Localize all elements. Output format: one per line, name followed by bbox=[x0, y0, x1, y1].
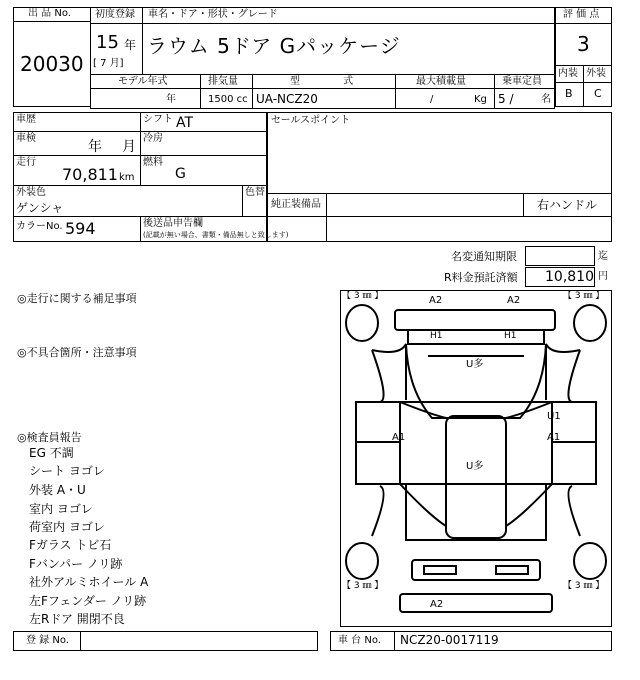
defects-label: ◎不具合箇所・注意事項 bbox=[17, 346, 137, 359]
capacity-unit: 名 bbox=[541, 94, 551, 105]
steering-value: 右ハンドル bbox=[537, 198, 598, 212]
max-load-slash: / bbox=[430, 94, 434, 105]
remark-item: 荷室内 ヨゴレ bbox=[29, 520, 105, 534]
remark-item: Fバンパー ノリ跡 bbox=[29, 557, 123, 571]
color-no: 594 bbox=[65, 219, 96, 238]
damage-rear-bumper: A2 bbox=[430, 599, 444, 610]
color-change-label: 色替 bbox=[245, 187, 265, 198]
displacement-label: 排気量 bbox=[208, 76, 238, 87]
mileage-label: 走行 bbox=[16, 157, 36, 168]
tire-depth-tl: 【 3 ㎜ 】 bbox=[342, 291, 384, 301]
recycle-unit: 円 bbox=[598, 271, 608, 282]
mileage: 70,811 bbox=[62, 165, 118, 184]
chassis-no: NCZ20-0017119 bbox=[400, 633, 499, 647]
damage-front-bumper-left: A2 bbox=[429, 295, 443, 306]
damage-headlight-left: H1 bbox=[430, 331, 443, 341]
max-load-unit: Kg bbox=[474, 94, 487, 105]
tire-depth-tr: 【 3 ㎜ 】 bbox=[563, 291, 605, 301]
score-label: 評 価 点 bbox=[563, 9, 600, 20]
tire-depth-br: 【 3 ㎜ 】 bbox=[563, 581, 605, 591]
displacement: 1500 cc bbox=[208, 94, 248, 105]
sales-points-label: セールスポイント bbox=[271, 115, 351, 126]
model-year-label: モデル年式 bbox=[118, 76, 168, 87]
damage-left-door: A1 bbox=[392, 432, 406, 443]
max-load-label: 最大積載量 bbox=[416, 76, 466, 87]
interior-grade: B bbox=[565, 87, 573, 100]
damage-hood: U多 bbox=[466, 359, 484, 370]
recycle-label: R料金預託済額 bbox=[444, 271, 518, 284]
model-year-unit: 年 bbox=[166, 94, 176, 105]
damage-front-bumper-right: A2 bbox=[507, 295, 521, 306]
fuel-label: 燃料 bbox=[143, 157, 163, 168]
inspection-label: 車検 bbox=[16, 133, 36, 144]
inspection-year-unit: 年 bbox=[88, 139, 102, 155]
shift-value: AT bbox=[176, 115, 194, 131]
first-reg-year: 15 bbox=[96, 32, 119, 53]
after-docs-note: (記載が無い場合、書類・備品無しと致します) bbox=[143, 231, 289, 239]
first-reg-month: [ 7 月] bbox=[93, 58, 124, 69]
ac-label: 冷房 bbox=[143, 133, 163, 144]
damage-right-door-upper: U1 bbox=[547, 411, 561, 422]
first-reg-label: 初度登録 bbox=[95, 9, 135, 20]
equipment-label: 純正装備品 bbox=[271, 199, 321, 210]
name-change-unit: 迄 bbox=[598, 251, 608, 262]
score-value: 3 bbox=[577, 32, 590, 56]
color-no-label: カラーNo. bbox=[16, 221, 63, 232]
remark-item: 外装 A・U bbox=[29, 483, 86, 497]
car-outline-drawing bbox=[340, 290, 612, 627]
fuel-value: G bbox=[175, 166, 186, 182]
remark-item: 左Rドア 開閉不良 bbox=[29, 612, 125, 626]
remark-item: 社外アルミホイール A bbox=[29, 575, 149, 589]
first-reg-year-unit: 年 bbox=[124, 38, 137, 52]
type-label: 型 式 bbox=[290, 76, 374, 87]
tire-depth-bl: 【 3 ㎜ 】 bbox=[342, 581, 384, 591]
chassis-label: 車 台 No. bbox=[338, 635, 381, 646]
damage-headlight-right: H1 bbox=[504, 331, 517, 341]
type-value: UA-NCZ20 bbox=[256, 92, 318, 106]
car-name-label: 車名・ドア・形状・グレード bbox=[148, 9, 278, 20]
color-label: 外装色 bbox=[16, 187, 46, 198]
inspector-report-label: ◎検査員報告 bbox=[17, 431, 82, 444]
interior-label: 内装 bbox=[558, 68, 578, 79]
color-value: ゲンシャ bbox=[16, 201, 64, 215]
remark-item: 左Fフェンダー ノリ跡 bbox=[29, 594, 147, 608]
name-change-box bbox=[525, 246, 595, 266]
exterior-label: 外装 bbox=[586, 68, 606, 79]
name-change-label: 名変通知期限 bbox=[451, 250, 517, 263]
mileage-unit: km bbox=[119, 172, 135, 183]
recycle-amount: 10,810 bbox=[545, 269, 594, 285]
driving-remarks-label: ◎走行に関する補足事項 bbox=[17, 292, 137, 305]
car-name: ラウム 5ドア Gパッケージ bbox=[147, 34, 401, 58]
capacity-label: 乗車定員 bbox=[502, 76, 542, 87]
shift-label: シフト bbox=[143, 114, 173, 125]
remark-item: EG 不調 bbox=[29, 446, 74, 460]
lot-no-label: 出 品 No. bbox=[28, 8, 71, 19]
capacity: 5 / bbox=[498, 92, 514, 106]
remark-item: 室内 ヨゴレ bbox=[29, 502, 93, 516]
damage-roof: U多 bbox=[466, 461, 484, 472]
remark-item: シート ヨゴレ bbox=[29, 464, 105, 478]
remark-item: Fガラス トビ石 bbox=[29, 538, 112, 552]
damage-right-door-lower: A1 bbox=[547, 432, 561, 443]
reg-no-label: 登 録 No. bbox=[26, 635, 69, 646]
inspection-month-unit: 月 bbox=[122, 139, 136, 155]
lot-no: 20030 bbox=[20, 52, 84, 76]
after-docs-label: 後送品申告欄 bbox=[143, 218, 203, 229]
exterior-grade: C bbox=[594, 87, 602, 100]
history-label: 車歴 bbox=[16, 114, 36, 125]
